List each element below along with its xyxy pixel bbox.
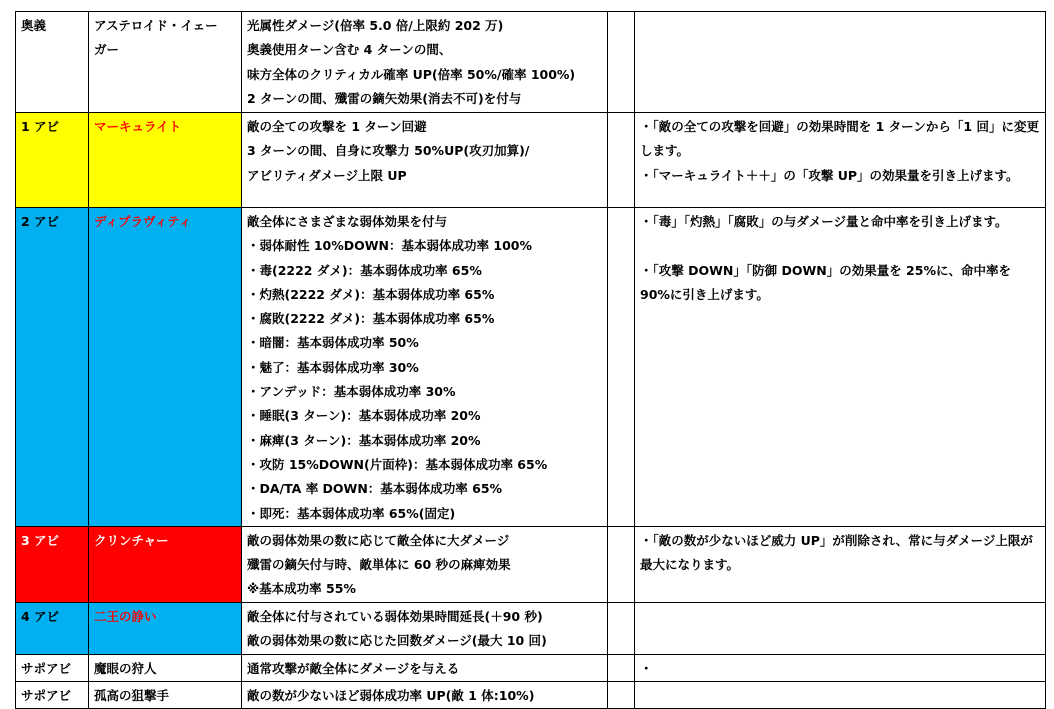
skill-name-cell <box>89 682 242 709</box>
skill-name-cell <box>89 526 242 602</box>
effect-line: 敵の全ての攻撃を 1 ターン回避 <box>247 119 427 134</box>
table-row <box>16 12 1046 113</box>
skill-name: ディプラヴィティ <box>94 214 192 229</box>
skill-note-cell <box>635 654 1046 681</box>
note-line: ・「敵の全ての攻撃を回避」の効果時間を 1 ターンから「1 回」に変更します。 <box>640 119 1039 159</box>
table-row <box>16 682 1046 709</box>
skill-name: 孤高の狙撃手 <box>94 688 170 704</box>
skill-name: マーキュライト <box>94 119 182 134</box>
skill-name-cell <box>89 602 242 654</box>
skill-note-cell <box>635 682 1046 709</box>
skill-name-cell <box>89 208 242 527</box>
table-row <box>16 526 1046 602</box>
effect-line: 奥義使用ターン含む 4 ターンの間、 <box>247 42 452 58</box>
effect-line: 敵全体にさまざまな弱体効果を付与 <box>247 214 448 229</box>
effect-line: ・攻防 15%DOWN(片面枠)：基本弱体成功率 65% <box>247 456 548 472</box>
skill-note-cell <box>635 208 1046 527</box>
effect-line: ・アンデッド：基本弱体成功率 30% <box>247 384 456 400</box>
skill-note-cell <box>635 602 1046 654</box>
skill-type-cell <box>16 682 89 709</box>
table-row <box>16 602 1046 654</box>
spacer-cell <box>608 113 635 208</box>
effect-line: 3 ターンの間、自身に攻撃力 50%UP(攻刃加算)/ <box>247 143 530 159</box>
table-row <box>16 113 1046 208</box>
table-row <box>16 654 1046 681</box>
skill-name-cell <box>89 113 242 208</box>
effect-line: ・毒(2222 ダメ)：基本弱体成功率 65% <box>247 262 482 278</box>
skill-type: 4 アビ <box>21 608 60 624</box>
skill-note-cell <box>635 12 1046 113</box>
skill-type: 奥義 <box>21 18 47 33</box>
skill-name-cell <box>89 12 242 113</box>
spacer-cell <box>608 602 635 654</box>
effect-line: 敵の弱体効果の数に応じた回数ダメージ(最大 10 回) <box>247 633 547 649</box>
skill-effect-cell <box>242 682 608 709</box>
skill-effect-cell <box>242 602 608 654</box>
note-line: ・「毒」「灼熱」「腐敗」の与ダメージ量と命中率を引き上げます。 <box>640 214 1008 229</box>
skill-type-cell <box>16 12 89 113</box>
effect-line: ・魅了：基本弱体成功率 30% <box>247 359 419 375</box>
skill-name: ガー <box>94 42 120 58</box>
skill-type: 1 アビ <box>21 119 60 134</box>
skill-effect-cell <box>242 208 608 527</box>
skill-effect-cell <box>242 654 608 681</box>
note-spacer <box>640 234 1040 258</box>
effect-line: ・灼熱(2222 ダメ)：基本弱体成功率 65% <box>247 286 495 302</box>
skill-note-cell <box>635 526 1046 602</box>
effect-line: ※基本成功率 55% <box>247 581 356 597</box>
skill-effect-cell <box>242 12 608 113</box>
skill-type: サポアビ <box>21 688 72 704</box>
note-line: ・「敵の数が少ないほど威力 UP」が削除され、常に与ダメージ上限が最大になります。 <box>640 532 1033 573</box>
skill-type-cell <box>16 526 89 602</box>
spacer-cell <box>608 526 635 602</box>
effect-line: ・暗闇：基本弱体成功率 50% <box>247 335 419 351</box>
skill-effect-cell <box>242 526 608 602</box>
skill-name: 二王の諍い <box>94 608 157 624</box>
skill-type-cell <box>16 113 89 208</box>
effect-line: ・麻痺(3 ターン)：基本弱体成功率 20% <box>247 432 481 448</box>
table-row <box>16 208 1046 527</box>
effect-line: 2 ターンの間、殲雷の鏑矢効果(消去不可)を付与 <box>247 90 522 106</box>
skill-type-cell <box>16 654 89 681</box>
effect-line: 敵全体に付与されている弱体効果時間延長(＋90 秒) <box>247 608 543 624</box>
effect-line: ・DA/TA 率 DOWN：基本弱体成功率 65% <box>247 481 503 497</box>
skill-type: 3 アビ <box>21 532 60 548</box>
spacer-cell <box>608 682 635 709</box>
effect-line: ・弱体耐性 10%DOWN：基本弱体成功率 100% <box>247 238 532 254</box>
skills-table <box>15 11 1046 709</box>
effect-line: 通常攻撃が敵全体にダメージを与える <box>247 660 460 676</box>
spacer-cell <box>608 208 635 527</box>
skill-name: アステロイド・イェー <box>94 18 218 33</box>
effect-line: 殲雷の鏑矢付与時、敵単体に 60 秒の麻痺効果 <box>247 557 511 573</box>
effect-line: 光属性ダメージ(倍率 5.0 倍/上限約 202 万) <box>247 18 504 33</box>
skill-name: クリンチャー <box>94 532 169 548</box>
effect-line: 敵の数が少ないほど弱体成功率 UP(敵 1 体:10%) <box>247 688 535 704</box>
skill-name: 魔眼の狩人 <box>94 660 157 676</box>
skill-name-cell <box>89 654 242 681</box>
skill-type-cell <box>16 208 89 527</box>
note-line: ・「マーキュライト＋＋」の「攻撃 UP」の効果量を引き上げます。 <box>640 167 1019 183</box>
effect-line: ・睡眠(3 ターン)：基本弱体成功率 20% <box>247 408 481 424</box>
skill-note-cell <box>635 113 1046 208</box>
note-line: ・「攻撃 DOWN」「防御 DOWN」の効果量を 25%に、命中率を 90%に引き上げます。 <box>640 262 1011 302</box>
effect-line: ・即死：基本弱体成功率 65%(固定) <box>247 505 456 521</box>
skill-effect-cell <box>242 113 608 208</box>
effect-line: 味方全体のクリティカル確率 UP(倍率 50%/確率 100%) <box>247 66 576 82</box>
effect-line: アビリティダメージ上限 UP <box>247 167 407 183</box>
spacer-cell <box>608 12 635 113</box>
skill-type: 2 アビ <box>21 214 60 229</box>
effect-line: 敵の弱体効果の数に応じて敵全体に大ダメージ <box>247 532 510 548</box>
skill-type: サポアビ <box>21 660 72 676</box>
effect-line: ・腐敗(2222 ダメ)：基本弱体成功率 65% <box>247 311 495 327</box>
skill-type-cell <box>16 602 89 654</box>
spacer-cell <box>608 654 635 681</box>
note-line: ・ <box>640 660 653 676</box>
